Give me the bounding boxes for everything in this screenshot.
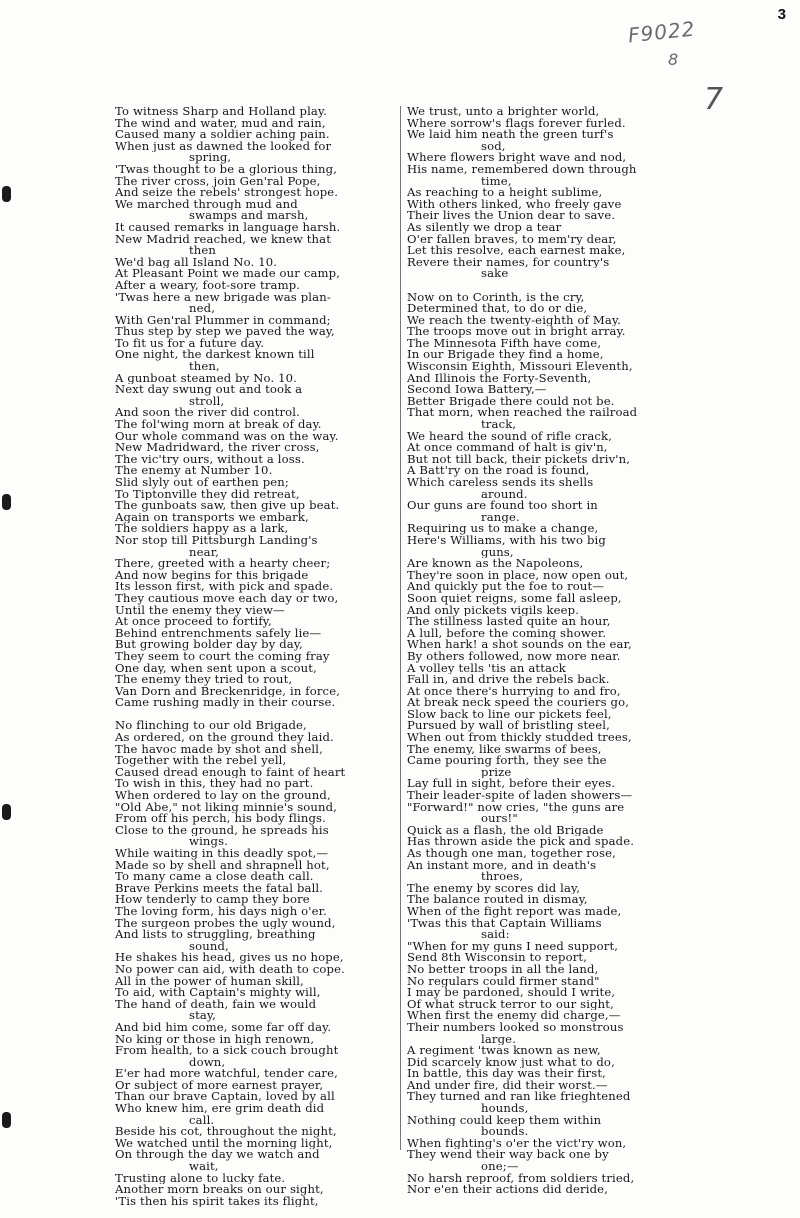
poem-line: The stillness lasted quite an hour, [407, 616, 611, 628]
poem-line: Now on to Corinth, is the cry, [407, 291, 585, 304]
poem-line: We heard the sound of rifle crack, [407, 430, 613, 443]
poem-line: Brave Perkins meets the fatal ball. [115, 882, 324, 895]
poem-line: Came pouring forth, they see the [407, 755, 607, 767]
poem-line: Caused many a soldier aching pain. [115, 129, 330, 141]
poem-line: After a weary, foot-sore tramp. [115, 279, 301, 292]
poem-line: large. [481, 1033, 517, 1046]
poem-line: We'd bag all Island No. 10. [115, 256, 278, 269]
poem-line: With others linked, who freely gave [407, 198, 622, 211]
poem-line: near, [189, 546, 219, 559]
poem-line: And Illinois the Forty-Seventh, [407, 372, 592, 385]
poem-line: His name, remembered down through [407, 163, 637, 176]
poem-line: Of what struck terror to our sight, [407, 998, 614, 1011]
poem-line: Close to the ground, he spreads his [115, 824, 329, 837]
binder-hole [2, 186, 11, 202]
poem-line: As though one man, together rose, [407, 848, 616, 860]
poem-line: Beside his cot, throughout the night, [115, 1126, 337, 1138]
poem-line: Let this resolve, each earnest make, [407, 245, 626, 257]
column-divider [400, 106, 401, 1150]
poem-line: When out from thickly studded trees, [407, 732, 632, 744]
poem-line: No better troops in all the land, [407, 963, 599, 976]
poem-line: sod, [481, 140, 506, 153]
poem-line: Wisconsin Eighth, Missouri Eleventh, [407, 361, 633, 373]
poem-line: Or subject of more earnest prayer, [115, 1079, 324, 1092]
poem-line: Nor e'en their actions did deride, [407, 1184, 609, 1196]
poem-line: They turned and ran like frieghtened [407, 1091, 631, 1104]
poem-line: "Old Abe," not liking minnie's sound, [115, 801, 338, 814]
poem-line: Fall in, and drive the rebels back. [407, 674, 610, 686]
poem-line: No power can aid, with death to cope. [115, 963, 345, 976]
poem-line: The enemy by scores did lay, [407, 882, 581, 895]
poem-line: The vic'try ours, without a loss. [115, 453, 305, 466]
poem-line: stroll, [189, 395, 225, 408]
stanza-break [407, 280, 683, 292]
poem-line: By others followed, now more near. [407, 650, 621, 663]
poem-line: Which careless sends its shells [407, 477, 594, 489]
poem-line: Than our brave Captain, loved by all [115, 1091, 335, 1104]
poem-line: A gunboat steamed by No. 10. [115, 372, 298, 385]
binder-hole [2, 804, 11, 820]
poem-line: range. [481, 511, 520, 524]
poem-line: hounds, [481, 1103, 529, 1115]
poem-line: To wish in this, they had no part. [115, 778, 314, 791]
poem-line: And under fire, did their worst.— [407, 1079, 608, 1092]
poem-line: Send 8th Wisconsin to report, [407, 952, 588, 964]
poem-line: Here's Williams, with his two big [407, 534, 606, 547]
poem-line: As reaching to a height sublime, [407, 187, 603, 199]
poem-line: around. [481, 488, 528, 501]
poem-line: down, [189, 1056, 226, 1069]
poem-line: Caused dread enough to faint of heart [115, 766, 346, 779]
poem-line: To witness Sharp and Holland play. [115, 106, 327, 118]
poem-line: The balance routed in dismay, [407, 894, 588, 906]
poem-line: The gunboats saw, then give up beat. [115, 500, 340, 512]
poem-line: The fol'wing morn at break of day. [115, 419, 322, 431]
poem-line: From health, to a sick couch brought [115, 1045, 339, 1057]
poem-line: 'Twas here a new brigade was plan- [115, 291, 331, 304]
poem-line: ours!" [481, 813, 518, 825]
poem-line: To many came a close death call. [115, 871, 314, 883]
poem-line: No regulars could firmer stand" [407, 975, 600, 988]
poem-line: Are known as the Napoleons, [407, 558, 584, 570]
poem-line: Who knew him, ere grim death did [115, 1103, 325, 1115]
poem-line: swamps and marsh, [189, 210, 309, 222]
poem-line: Revere their names, for country's [407, 256, 610, 269]
poem-line: Thus step by step we paved the way, [115, 326, 335, 338]
poem-line: One day, when sent upon a scout, [115, 662, 317, 675]
poem-line: While waiting in this deadly spot,— [115, 848, 329, 860]
poem-line: sake [481, 268, 509, 280]
poem-line: Behind entrenchments safely lie— [115, 627, 322, 640]
poem-line: New Madrid reached, we knew that [115, 233, 332, 246]
poem-line: I may be pardoned, should I write, [407, 987, 616, 999]
poem-line: Lay full in sight, before their eyes. [407, 778, 616, 791]
poem-line: Our whole command was on the way. [115, 430, 339, 443]
poem-line: sound, [189, 940, 229, 953]
poem-line: guns, [481, 546, 514, 559]
poem-line: With Gen'ral Plummer in command; [115, 314, 331, 327]
poem-line: To Tiptonville they did retreat, [115, 488, 300, 501]
poem-line: They wend their way back one by [407, 1149, 609, 1162]
poem-line: stay, [189, 1010, 216, 1022]
poem-line: We trust, unto a brighter world, [407, 106, 600, 118]
poem-line: At break neck speed the couriers go, [407, 697, 630, 709]
poem-line: throes, [481, 871, 524, 883]
poem-line: Has thrown aside the pick and spade. [407, 836, 635, 848]
handwritten-side-number: 7 [704, 82, 724, 117]
poem-line: When of the fight report was made, [407, 905, 622, 918]
poem-line: We marched through mud and [115, 198, 298, 211]
poem-line: How tenderly to camp they bore [115, 894, 310, 906]
poem-line: "Forward!" now cries, "the guns are [407, 801, 625, 814]
poem-line: At Pleasant Point we made our camp, [115, 268, 341, 280]
poem-line: New Madridward, the river cross, [115, 442, 320, 454]
poem-line: And seize the rebels' strongest hope. [115, 187, 339, 199]
poem-line: Our guns are found too short in [407, 500, 598, 512]
poem-line: From off his perch, his body flings. [115, 813, 326, 825]
poem-line: And only pickets vigils keep. [407, 604, 580, 617]
poem-line: spring, [189, 152, 232, 164]
poem-line: And now begins for this brigade [115, 569, 309, 582]
poem-line: There, greeted with a hearty cheer; [115, 558, 331, 570]
poem-line: Made so by shell and shrapnell hot, [115, 859, 330, 872]
poem-line: A volley tells 'tis an attack [407, 662, 566, 675]
poem-line: The enemy, like swarms of bees, [407, 743, 602, 756]
poem-line: Slid slyly out of earthen pen; [115, 477, 289, 489]
handwritten-call-number: F9022 [626, 16, 697, 48]
poem-line: And lists to struggling, breathing [115, 929, 316, 941]
poem-line: We laid him neath the green turf's [407, 129, 614, 141]
poem-line: When first the enemy did charge,— [407, 1010, 621, 1022]
poem-line: At once there's hurrying to and fro, [407, 685, 621, 698]
poem-line: ned, [189, 303, 216, 315]
poem-line: And soon the river did control. [115, 407, 300, 420]
poem-line: Trusting alone to lucky fate. [115, 1172, 286, 1185]
poem-line: 'Tis then his spirit takes its flight, [115, 1195, 319, 1208]
poem-line: A lull, before the coming shower. [407, 627, 607, 640]
poem-line: O'er fallen braves, to mem'ry dear, [407, 233, 617, 246]
poem-line: wings. [189, 836, 229, 848]
poem-line: Soon quiet reigns, some fall asleep, [407, 592, 622, 605]
poem-line: then, [189, 361, 220, 373]
poem-line: When ordered to lay on the ground, [115, 790, 331, 802]
poem-line: No king or those in high renown, [115, 1033, 315, 1046]
poem-line: And quickly put the foe to rout— [407, 581, 605, 593]
poem-line: bounds. [481, 1126, 529, 1138]
poem-line: In battle, this day was their first, [407, 1068, 606, 1080]
poem-line: call. [189, 1114, 215, 1127]
poem-line: But growing bolder day by day, [115, 639, 303, 651]
poem-line: Van Dorn and Breckenridge, in force, [115, 685, 341, 698]
poem-line: Better Brigade there could not be. [407, 395, 615, 408]
poem-line: As silently we drop a tear [407, 221, 562, 234]
poem-line: The havoc made by shot and shell, [115, 743, 323, 756]
poem-line: When just as dawned the looked for [115, 140, 332, 153]
poem-line: Quick as a flash, the old Brigade [407, 824, 604, 837]
poem-line: The river cross, join Gen'ral Pope, [115, 175, 321, 188]
poem-line: prize [481, 766, 512, 779]
poem-line: The loving form, his days nigh o'er. [115, 905, 327, 918]
poem-line: wait, [189, 1161, 219, 1173]
poem-line: Slow back to line our pickets feel, [407, 708, 612, 721]
poem-line: The surgeon probes the ugly wound, [115, 917, 336, 930]
poem-line: 'Twas thought to be a glorious thing, [115, 163, 338, 176]
poem-line: No flinching to our old Brigade, [115, 720, 307, 733]
poem-line: Requiring us to make a change, [407, 523, 599, 535]
poem-line: one;— [481, 1161, 519, 1173]
poem-line: We reach the twenty-eighth of May. [407, 314, 621, 327]
poem-line: track, [481, 419, 517, 431]
poem-line: A Batt'ry on the road is found, [407, 465, 590, 477]
poem-line: To aid, with Captain's mighty will, [115, 987, 321, 999]
poem-line: A regiment 'twas known as new, [407, 1045, 601, 1057]
poem-line: No harsh reproof, from soldiers tried, [407, 1172, 635, 1185]
stanza-break [115, 709, 393, 721]
poem-line: Did scarcely know just what to do, [407, 1056, 615, 1069]
poem-line: It caused remarks in language harsh. [115, 221, 341, 234]
poem-line: E'er had more watchful, tender care, [115, 1068, 338, 1080]
poem-line: Their lives the Union dear to save. [407, 210, 616, 222]
poem-line: The hand of death, fain we would [115, 998, 317, 1011]
poem-line: The wind and water, mud and rain, [115, 117, 326, 130]
poem-line: The Minnesota Fifth have come, [407, 337, 602, 350]
poem-line: Together with the rebel yell, [115, 755, 287, 767]
poem-line: As ordered, on the ground they laid. [115, 732, 334, 744]
poem-line: Next day swung out and took a [115, 384, 303, 396]
poem-line: At once command of halt is giv'n, [407, 442, 608, 454]
poem-line: Another morn breaks on our sight, [115, 1184, 324, 1196]
poem-line: then [189, 245, 217, 257]
binder-hole [2, 1112, 11, 1128]
poem-line: time, [481, 175, 512, 188]
poem-line: Their numbers looked so monstrous [407, 1021, 624, 1034]
poem-line: Again on transports we embark, [115, 511, 309, 524]
page-number: 3 [777, 6, 786, 23]
poem-line: said: [481, 929, 510, 941]
poem-line: Where sorrow's flags forever furled. [407, 117, 626, 130]
poem-line: When fighting's o'er the vict'ry won, [407, 1137, 627, 1150]
poem-line: Where flowers bright wave and nod, [407, 152, 627, 164]
poem-left-column [115, 106, 393, 1207]
poem-line: Pursued by wall of bristling steel, [407, 720, 610, 733]
poem-line: Nor stop till Pittsburgh Landing's [115, 534, 318, 547]
poem-line: But not till back, their pickets driv'n, [407, 453, 631, 466]
poem-line: Second Iowa Battery,— [407, 384, 547, 396]
poem-line: The soldiers happy as a lark, [115, 523, 289, 535]
poem-line: We watched until the morning light, [115, 1137, 333, 1150]
poem-line: They seem to court the coming fray [115, 650, 330, 663]
poem-line: At once proceed to fortify, [115, 616, 272, 628]
poem-line: The troops move out in bright array. [407, 326, 626, 338]
poem-line: He shakes his head, gives us no hope, [115, 952, 344, 964]
poem-line: The enemy at Number 10. [115, 465, 273, 477]
poem-line: Its lesson first, with pick and spade. [115, 581, 334, 593]
poem-line: Their leader-spite of laden showers— [407, 790, 633, 802]
binder-hole [2, 494, 11, 510]
poem-line: On through the day we watch and [115, 1149, 320, 1162]
poem-line: All in the power of human skill, [115, 975, 304, 988]
poem-line: An instant more, and in death's [407, 859, 597, 872]
poem-line: Came rushing madly in their course. [115, 697, 336, 709]
poem-line: "When for my guns I need support, [407, 940, 619, 953]
poem-line: Until the enemy they view— [115, 604, 285, 617]
poem-right-column [407, 106, 683, 1196]
poem-line: 'Twas this that Captain Williams [407, 917, 602, 930]
poem-line: One night, the darkest known till [115, 349, 315, 362]
poem-line: They're soon in place, now open out, [407, 569, 629, 582]
poem-line: To fit us for a future day. [115, 337, 265, 350]
poem-line: In our Brigade they find a home, [407, 349, 604, 362]
poem-line: Determined that, to do or die, [407, 303, 588, 315]
poem-line: The enemy they tried to rout, [115, 674, 293, 686]
handwritten-sub-number: 8 [668, 50, 679, 69]
poem-line: When hark! a shot sounds on the ear, [407, 639, 632, 651]
poem-line: They cautious move each day or two, [115, 592, 339, 605]
poem-line: Nothing could keep them within [407, 1114, 602, 1127]
poem-line: And bid him come, some far off day. [115, 1021, 332, 1034]
poem-line: That morn, when reached the railroad [407, 407, 638, 420]
